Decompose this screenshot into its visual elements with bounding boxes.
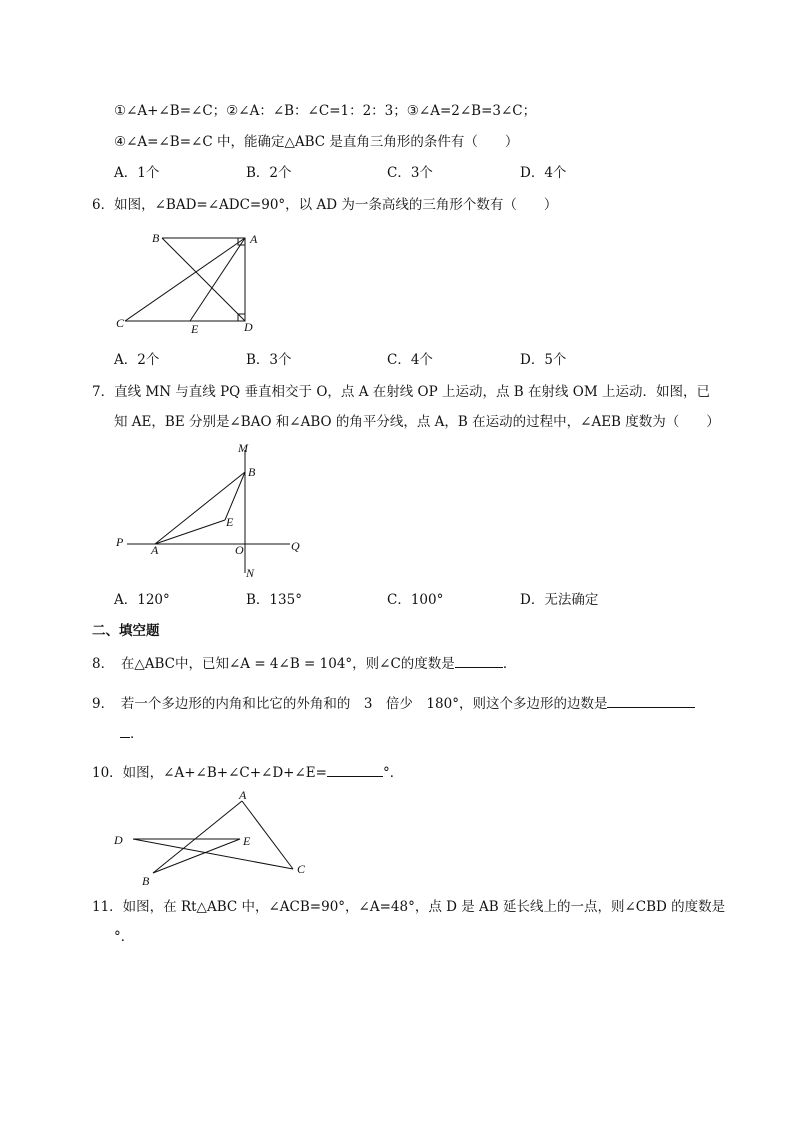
q10-label-c: C: [297, 862, 306, 876]
q10-label-a: A: [239, 788, 247, 802]
q6-figure: [110, 225, 270, 340]
q10-answer-blank[interactable]: [327, 762, 383, 777]
q10-segment-dc: [133, 839, 293, 869]
q7-segment-ae: [155, 520, 225, 544]
q7-label-e: E: [226, 515, 234, 529]
q8-end: ．: [502, 656, 517, 672]
q7-option-c[interactable]: C．100°: [387, 592, 444, 608]
q11-end: °．: [114, 929, 135, 945]
q9-stem: 9． 若一个多边形的内角和比它的外角和的 3 倍少 180°，则这个多边形的边数是: [92, 696, 608, 712]
q10-stem: 10．如图，∠A+∠B+∠C+∠D+∠E=: [92, 765, 327, 781]
q6-segment-ca: [125, 238, 245, 321]
q5-condition-line-2: ④∠A=∠B=∠C 中，能确定△ABC 是直角三角形的条件有（ ）: [114, 134, 519, 150]
q7-label-b: B: [248, 465, 256, 479]
q6-option-c[interactable]: C．4个: [387, 352, 433, 368]
q7-label-q: Q: [291, 539, 300, 553]
q5-option-a[interactable]: A．1个: [114, 165, 160, 181]
q6-label-a: A: [250, 232, 258, 246]
q8-answer-blank[interactable]: [455, 653, 503, 668]
q9-answer-blank-cont[interactable]: [120, 723, 130, 738]
q10-label-b: B: [142, 874, 150, 888]
q7-option-d[interactable]: D．无法确定: [520, 592, 599, 608]
q7-option-b[interactable]: B．135°: [246, 592, 302, 608]
q7-stem-line-1: 7．直线 MN 与直线 PQ 垂直相交于 O，点 A 在射线 OP 上运动，点 B 在射线 OM 上运动．如图，已: [92, 384, 710, 400]
q5-condition-line-1: ①∠A+∠B=∠C；②∠A：∠B：∠C=1：2：3；③∠A=2∠B=3∠C；: [114, 103, 537, 119]
q7-option-a[interactable]: A．120°: [114, 592, 170, 608]
q9-line: [92, 693, 695, 713]
q7-figure: [110, 438, 310, 583]
q5-option-c[interactable]: C．3个: [387, 165, 433, 181]
q8-stem: 8． 在△ABC中，已知∠A = 4∠B = 104°，则∠C的度数是: [92, 656, 455, 672]
q7-label-o: O: [235, 543, 244, 557]
q7-label-m: M: [238, 441, 248, 455]
q10-line: [92, 762, 403, 782]
q7-segment-be: [225, 472, 245, 520]
q10-segment-be: [153, 839, 240, 873]
q11-line-2: [114, 928, 134, 946]
q6-option-a[interactable]: A．2个: [114, 352, 160, 368]
q9-end: ．: [130, 726, 144, 742]
q6-stem: 6．如图，∠BAD=∠ADC=90°，以 AD 为一条高线的三角形个数有（ ）: [92, 197, 558, 213]
q10-label-d: D: [114, 833, 123, 847]
q9-line-2: [120, 723, 144, 743]
q7-label-p: P: [116, 535, 124, 549]
q11-stem: 11．如图，在 Rt△ABC 中，∠ACB=90°，∠A=48°，点 D 是 AB 延长线上的一点，则∠CBD 的度数是: [92, 899, 726, 915]
q6-label-e: E: [191, 322, 199, 336]
q10-end: °．: [382, 765, 404, 781]
q10-segment-ab: [153, 801, 242, 873]
q7-label-a: A: [151, 543, 159, 557]
q6-label-b: B: [152, 231, 160, 245]
q5-option-d[interactable]: D．4个: [520, 165, 567, 181]
q6-option-b[interactable]: B．3个: [246, 352, 292, 368]
q6-label-d: D: [244, 320, 253, 334]
q5-option-b[interactable]: B．2个: [246, 165, 292, 181]
q8-line: [92, 653, 516, 673]
q6-segment-bd: [162, 238, 245, 321]
q7-segment-ab: [155, 472, 245, 544]
q6-label-c: C: [116, 316, 125, 330]
q6-option-d[interactable]: D．5个: [520, 352, 567, 368]
section-fill-in-title: 二、填空题: [92, 623, 160, 639]
q6-segment-ea: [190, 238, 245, 321]
q9-answer-blank[interactable]: [607, 693, 695, 708]
q10-label-e: E: [243, 834, 251, 848]
q7-label-n: N: [246, 566, 255, 580]
q7-stem-line-2: 知 AE，BE 分别是∠BAO 和∠ABO 的角平分线，点 A，B 在运动的过程中，∠AEB 度数为（ ）: [114, 414, 720, 430]
q10-figure: [105, 787, 320, 892]
